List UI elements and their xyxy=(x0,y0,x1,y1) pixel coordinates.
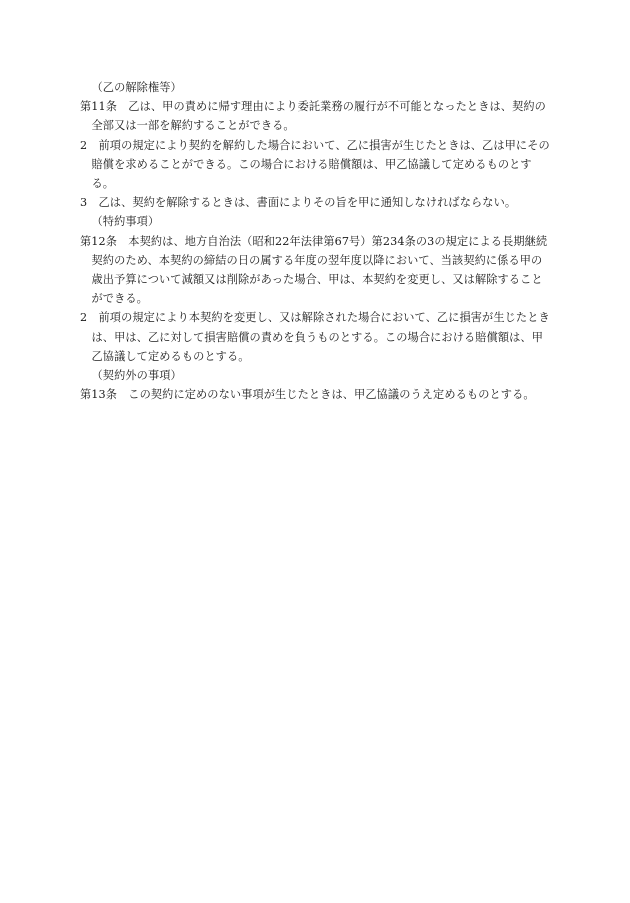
article-11-paragraph-2: 2 前項の規定により契約を解約した場合において、乙に損害が生じたときは、乙は甲にその賠償を求めることができる。この場合における賠償額は、甲乙協議して定めるものとする。 xyxy=(80,138,550,191)
article-13-paragraph-1: 第13条 この契約に定めのない事項が生じたときは、甲乙協議のうえ定めるものとする。 xyxy=(80,388,535,402)
section-heading-cancellation-rights: （乙の解除権等） xyxy=(91,81,182,94)
article-11-paragraph-3: 3 乙は、契約を解除するときは、書面によりその旨を甲に通知しなければならない。 xyxy=(80,196,517,210)
section-heading-special-provisions: （特約事項） xyxy=(91,215,160,229)
document-page xyxy=(80,78,550,404)
article-11-paragraph-1: 第11条 乙は、甲の責めに帰す理由により委託業務の履行が不可能となったときは、契約の全部又は一部を解約することができる。 xyxy=(80,100,546,133)
article-12-paragraph-1: 第12条 本契約は、地方自治法（昭和22年法律第67号）第234条の3の規定による長期継続契約のため、本契約の締結の日の属する年度の翌年度以降において、当該契約に係る甲の歳出予算について減額又は削除があった場合、甲は、本契約を変更し、又は解除することができる。 xyxy=(80,234,548,306)
article-12-paragraph-2: 2 前項の規定により本契約を変更し、又は解除された場合において、乙に損害が生じたときは、甲は、乙に対して損害賠償の責めを負うものとする。この場合における賠償額は、甲乙協議して定めるものとする。 xyxy=(80,311,550,363)
section-heading-other-matters: （契約外の事項） xyxy=(91,369,182,383)
